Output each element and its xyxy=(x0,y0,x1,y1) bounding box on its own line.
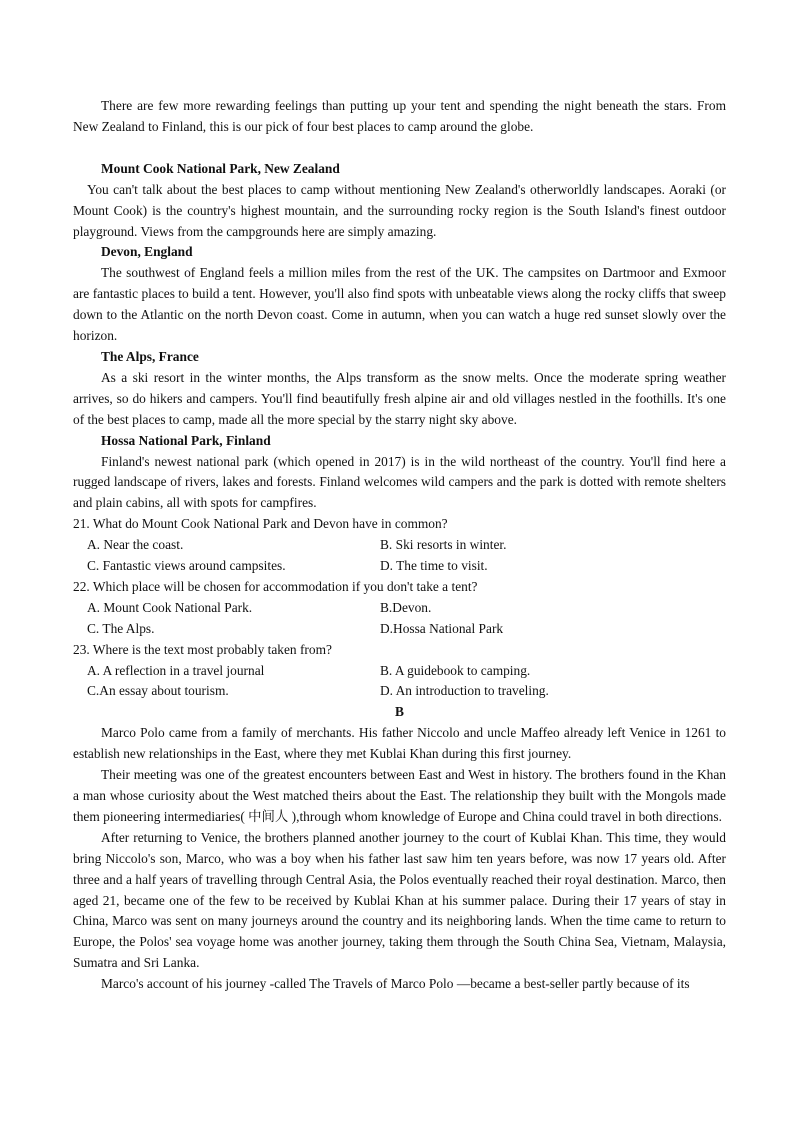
question-21: 21. What do Mount Cook National Park and Devon have in common? xyxy=(73,516,448,532)
section-b-paragraph-2: Their meeting was one of the greatest encounters between East and West in history. The brothers found in the Khan a man whose curiosity about the West matched theirs about the East. The relationship they built with the Mongols made them pioneering intermediaries( 中间人 ),through whom knowledge of Europe and China could travel in both directions. xyxy=(73,767,726,824)
option: A. Near the coast. xyxy=(87,537,184,553)
section-b-paragraph-4: Marco's account of his journey -called The Travels of Marco Polo —became a best-seller partly because of its xyxy=(101,976,690,992)
section-b-paragraph-3: After returning to Venice, the brothers planned another journey to the court of Kublai Khan. This time, they would bring Niccolo's son, Marco, who was a boy when his father last saw him ten years before, was now 17 years old. After three and a half years of travelling through Central Asia, the Polos eventually reached their royal destination. Marco, then aged 21, became one of the few to be received by Kublai Khan at his summer palace. During their 17 years of stay in China, Marco was sent on many journeys around the country and its neighboring lands. When the time came to return to Europe, the Polos' sea voyage home was another journey, taking them through the South China Sea, Vietnam, Malaysia, Sumatra and Sri Lanka. xyxy=(73,829,726,971)
intro-paragraph: There are few more rewarding feelings than putting up your tent and spending the night beneath the stars. From New Zealand to Finland, this is our pick of four best places to camp around the globe. xyxy=(73,98,726,134)
document-page xyxy=(73,96,726,995)
option: B.Devon. xyxy=(380,599,432,615)
option: C. Fantastic views around campsites. xyxy=(87,558,286,574)
question-23: 23. Where is the text most probably taken from? xyxy=(73,641,332,657)
question-23-options xyxy=(73,661,726,703)
option: D. An introduction to traveling. xyxy=(380,683,549,699)
option: B. A guidebook to camping. xyxy=(380,662,531,678)
place-text-alps: As a ski resort in the winter months, the Alps transform as the snow melts. Once the moderate spring weather arrives, so do hikers and campers. You'll find beautifully fresh alpine air and old villages nestled in the foothills. It's one of the best places to camp, made all the more special by the starry night sky above. xyxy=(73,369,726,427)
place-text-mount-cook: You can't talk about the best places to camp without mentioning New Zealand's otherworldly landscapes. Aoraki (or Mount Cook) is the country's highest mountain, and the surrounding rocky region is the South Island's finest outdoor playground. Views from the campgrounds here are simply amazing. xyxy=(73,181,726,239)
place-heading-devon: Devon, England xyxy=(101,244,193,260)
section-label-b: B xyxy=(395,704,404,720)
option: A. Mount Cook National Park. xyxy=(87,599,253,615)
option: B. Ski resorts in winter. xyxy=(380,537,507,553)
spacer xyxy=(73,138,726,159)
place-heading-alps: The Alps, France xyxy=(101,348,199,364)
place-heading-hossa: Hossa National Park, Finland xyxy=(101,432,271,448)
place-text-hossa: Finland's newest national park (which opened in 2017) is in the wild northeast of the country. You'll find here a rugged landscape of rivers, lakes and forests. Finland welcomes wild campers and the park is dotted with remote shelters and plain cabins, all with spots for campfires. xyxy=(73,453,726,511)
option: A. A reflection in a travel journal xyxy=(87,662,265,678)
section-b-paragraph-1: Marco Polo came from a family of merchants. His father Niccolo and uncle Maffeo already left Venice in 1261 to establish new relationships in the East, where they met Kublai Khan during this first journey. xyxy=(73,725,726,762)
place-text-devon: The southwest of England feels a million miles from the rest of the UK. The campsites on Dartmoor and Exmoor are fantastic places to build a tent. However, you'll also find spots with unbeatable views along the rocky cliffs that sweep down to the Atlantic on the north Devon coast. Come in autumn, when you can watch a huge red sunset slowly over the horizon. xyxy=(73,265,726,344)
option: C.An essay about tourism. xyxy=(87,683,229,699)
place-heading-mount-cook: Mount Cook National Park, New Zealand xyxy=(101,160,340,176)
question-22: 22. Which place will be chosen for accommodation if you don't take a tent? xyxy=(73,578,478,594)
question-22-options xyxy=(73,598,726,640)
question-21-options xyxy=(73,535,726,577)
option: D. The time to visit. xyxy=(380,558,488,574)
option: C. The Alps. xyxy=(87,620,155,636)
option: D.Hossa National Park xyxy=(380,620,504,636)
